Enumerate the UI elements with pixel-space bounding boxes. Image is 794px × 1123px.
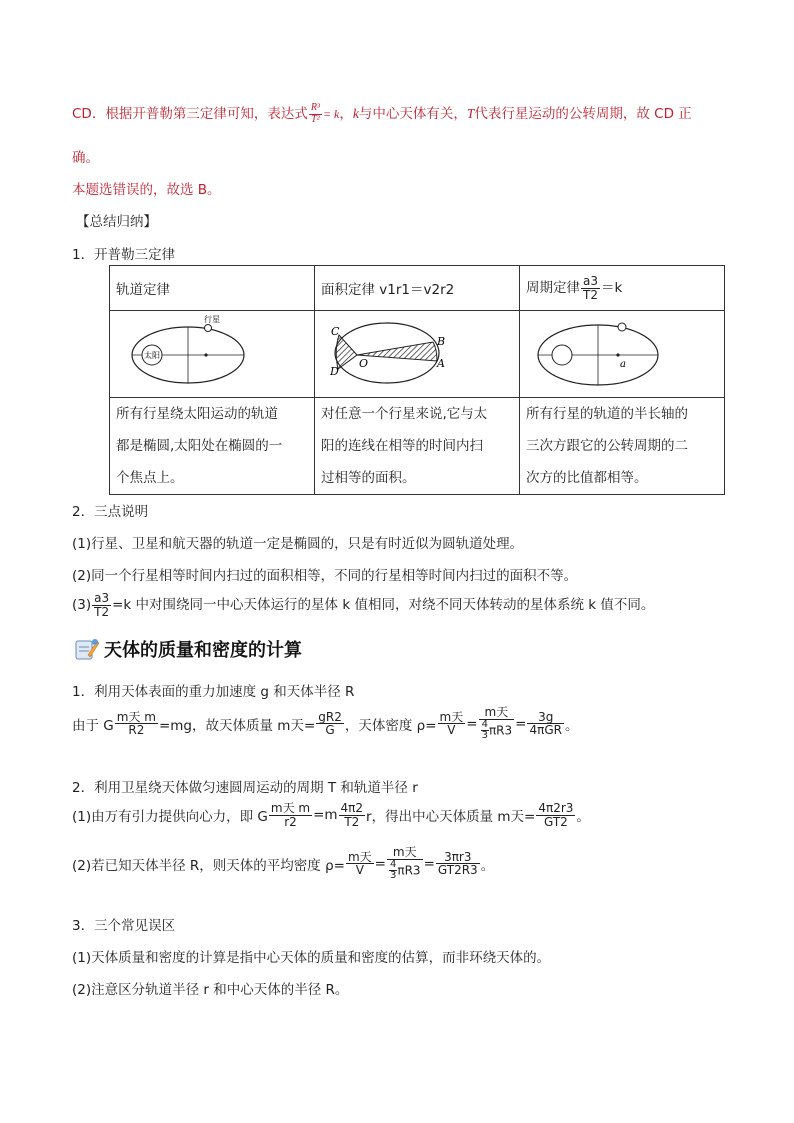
desc-line: 所有行星绕太阳运动的轨道	[116, 406, 278, 422]
summary-heading: 【总结归纳】	[76, 214, 157, 230]
f2-fraction-omega	[339, 802, 366, 828]
section-title: 天体的质量和密度的计算	[104, 640, 302, 661]
f2-mass-text: r，得出中心天体质量 m天=	[366, 809, 536, 826]
note-2: (2)同一个行星相等时间内扫过的面积相等，不同的行星相等时间内扫过的面积不等。	[72, 568, 578, 584]
area-law-diagram	[321, 311, 513, 397]
period-mark: 。	[480, 857, 495, 874]
fraction-numerator: 4	[481, 718, 488, 730]
intro-line-1: CD．根据开普勒第三定律可知，表达式 $\frac{\text{R³}}{\text{T²}}$ = k，k与中心天体有关，T代表行星运动的公转周期，故 CD 正	[72, 102, 692, 125]
fraction-denominator: V	[355, 863, 364, 878]
note-3-fraction	[92, 592, 111, 618]
desc-line: 过相等的面积。	[321, 470, 416, 486]
kepler-third-fraction	[309, 103, 322, 125]
fraction-numerator: m天	[479, 706, 515, 720]
f1-fraction-volume	[479, 706, 515, 742]
misconception-1: (1)天体质量和密度的计算是指中心天体的质量和密度的估算，而非环绕天体的。	[72, 950, 551, 966]
point-c-label: C	[331, 325, 340, 338]
fraction-denominator: T2	[344, 814, 360, 829]
point-o-label: O	[359, 357, 369, 370]
method-3-heading: 3．三个常见误区	[72, 918, 176, 934]
f3-fraction-volume	[387, 846, 423, 882]
f1-fraction-result	[527, 711, 564, 737]
period-mark: 。	[576, 809, 590, 826]
pi-r-cubed: πR3	[397, 863, 421, 878]
fraction-numerator: 4	[389, 858, 397, 870]
note-3	[72, 592, 654, 618]
k-description: 与中心天体有关，	[358, 106, 467, 122]
fraction-numerator: m天	[387, 846, 423, 860]
focus-dot	[616, 353, 619, 356]
area-law-description	[315, 398, 520, 495]
point-b-label: B	[437, 335, 446, 348]
f2-fraction-result	[536, 802, 575, 828]
method-1-heading: 1．利用天体表面的重力加速度 g 和天体半径 R	[72, 684, 355, 700]
notes-heading: 2．三点说明	[72, 504, 149, 520]
section-heading	[74, 636, 302, 662]
header-period-law	[520, 266, 725, 311]
planet-label: 行星	[204, 315, 220, 324]
desc-line: 对任意一个行星来说,它与太	[321, 406, 488, 422]
table-diagram-row	[110, 311, 725, 398]
period-law-label: 周期定律	[526, 280, 580, 296]
fraction-denominator	[387, 860, 423, 882]
fraction-numerator: m天 m	[270, 801, 311, 815]
note-3-prefix: (3)	[72, 597, 92, 614]
k-variable: k	[352, 106, 359, 121]
desc-line: 三次方跟它的公转周期的二	[526, 438, 688, 454]
sun-circle	[552, 345, 572, 365]
header-area-law	[315, 266, 520, 311]
f1-mass-text: =mg，故天体质量 m天=	[158, 717, 316, 734]
orbit-law-diagram	[116, 311, 308, 397]
t-variable: T	[466, 106, 475, 121]
fraction-numerator: m天	[347, 849, 372, 864]
period-law-equals: ＝k	[601, 280, 623, 296]
fraction-denominator: r2	[284, 814, 297, 829]
fraction-denominator: G	[325, 723, 335, 738]
t-description: 代表行星运动的公转周期，故 CD 正	[474, 106, 692, 122]
table-description-row	[110, 398, 725, 495]
f3-fraction-result	[436, 851, 480, 877]
desc-line: 所有行星的轨道的半长轴的	[526, 406, 688, 422]
period-law-fraction	[581, 275, 600, 301]
fraction-numerator: m天	[439, 709, 464, 724]
focus-dot	[204, 353, 207, 356]
f1-prefix: 由于 G	[72, 717, 114, 734]
formula-line-3	[72, 846, 494, 882]
fraction-numerator: 4π2r3	[538, 801, 574, 815]
header-orbit-law	[110, 266, 315, 311]
fraction-denominator: 4πGR	[529, 723, 562, 738]
orbit-law-description	[110, 398, 315, 495]
desc-line: 个焦点上。	[116, 470, 184, 486]
method-2-heading: 2．利用卫星绕天体做匀速圆周运动的周期 T 和轨道半径 r	[72, 780, 418, 796]
period-law-description	[520, 398, 725, 495]
note-1: (1)行星、卫星和航天器的轨道一定是椭圆的，只是有时近似为圆轨道处理。	[72, 536, 524, 552]
fraction-denominator: 3	[389, 870, 397, 882]
answer-line: 本题选错误的，故选 B。	[72, 182, 221, 198]
fraction-denominator: GT2R3	[437, 863, 478, 878]
note-3-text: =k 中对围绕同一中心天体运行的星体 k 值相同，对绕不同天体转动的星体系统 k 值不同。	[112, 597, 655, 614]
intro-cd-text: CD．根据开普勒第三定律可知，表达式	[72, 106, 308, 122]
fraction-numerator: 3πr3	[436, 851, 480, 865]
desc-line: 阳的连线在相等的时间内扫	[321, 438, 483, 454]
orbit-diagram-cell	[110, 311, 315, 398]
fraction-denominator	[479, 720, 515, 742]
f3-prefix: (2)若已知天体半径 R，则天体的平均密度 ρ=	[72, 857, 345, 874]
sector-left	[336, 335, 357, 369]
fraction-denominator: T2	[94, 604, 110, 619]
formula-line-1	[72, 706, 578, 742]
header-orbit-law-text: 轨道定律	[116, 282, 170, 298]
f1-fraction-mass	[316, 711, 344, 737]
fraction-denominator: T2	[583, 287, 598, 302]
desc-line: 次方的比值都相等。	[526, 470, 648, 486]
sector-right	[357, 342, 437, 361]
sun-label: 太阳	[144, 351, 160, 360]
fraction-numerator: m天 m	[116, 709, 156, 724]
area-diagram-cell	[315, 311, 520, 398]
header-area-law-text: 面积定律 v1r1＝v2r2	[321, 282, 455, 298]
planet-circle	[205, 325, 212, 332]
equals-sign: =	[466, 715, 478, 732]
f2-equals-m: =m	[313, 807, 338, 824]
fraction-denominator: V	[447, 723, 456, 738]
f3-fraction-density	[346, 851, 374, 877]
fraction-numerator: a3	[583, 273, 598, 288]
fraction-numerator: 4π2	[340, 801, 364, 815]
kepler-laws-table	[109, 265, 725, 495]
fraction-numerator: 3g	[527, 711, 564, 725]
point-d-label: D	[330, 365, 339, 378]
formula-equals-k: = k	[322, 107, 340, 121]
fraction-denominator: T²	[311, 113, 320, 125]
f1-density-text: ，天体密度 ρ=	[344, 717, 437, 734]
f1-fraction-density	[438, 711, 466, 737]
formula-line-2	[72, 802, 590, 828]
semi-major-axis-label: a	[620, 359, 626, 370]
fraction-denominator: R2	[128, 723, 145, 738]
equals-sign: =	[374, 855, 386, 872]
period-law-diagram	[526, 311, 718, 397]
pencil-note-icon	[74, 637, 100, 661]
point-a-label: A	[437, 357, 445, 370]
misconception-2: (2)注意区分轨道半径 r 和中心天体的半径 R。	[72, 982, 349, 998]
fraction-numerator: a3	[94, 591, 110, 605]
period-diagram-cell	[520, 311, 725, 398]
fraction-denominator: GT2	[543, 814, 568, 829]
kepler-laws-heading: 1．开普勒三定律	[72, 247, 176, 263]
fraction-numerator: R³	[310, 102, 320, 113]
fraction-denominator: 3	[481, 730, 488, 742]
four-thirds-fraction	[481, 720, 489, 742]
equals-sign: =	[423, 855, 435, 872]
fraction-numerator: gR2	[318, 709, 342, 724]
desc-line: 都是椭圆,太阳处在椭圆的一	[116, 438, 283, 454]
pi-r-cubed: πR3	[488, 723, 513, 738]
planet-circle	[618, 323, 626, 331]
f2-prefix: (1)由万有引力提供向心力，即 G	[72, 809, 268, 826]
f1-fraction-gravity	[115, 711, 158, 737]
table-header-row	[110, 266, 725, 311]
f2-fraction-gravity	[269, 802, 312, 828]
equals-sign: =	[515, 715, 527, 732]
intro-line-2: 确。	[72, 150, 99, 166]
period-mark: 。	[564, 717, 579, 734]
